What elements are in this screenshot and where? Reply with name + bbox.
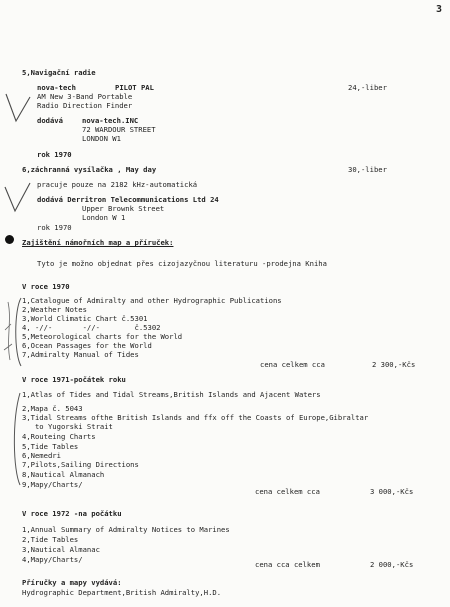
list-item: 5,Tide Tables	[22, 442, 79, 451]
section-6-supplier: dodává Derritron Telecommunications Ltd 24	[37, 195, 219, 204]
section-5-desc-1: AM New 3-Band Portable	[37, 92, 133, 101]
footer-heading: Příručky a mapy vydává:	[22, 578, 122, 587]
section-5-year: rok 1970	[37, 150, 72, 159]
group-1971-total-value: 3 000,-Kčs	[370, 487, 414, 496]
maps-intro: Tyto je možno objednat přes cizojazyčnou literaturu -prodejna Kniha	[37, 259, 327, 268]
list-item: 2,Weather Notes	[22, 305, 87, 314]
section-5-desc-2: Radio Direction Finder	[37, 101, 133, 110]
section-6-address-2: London W 1	[82, 213, 126, 222]
section-6-desc: pracuje pouze na 2182 kHz-automatická	[37, 180, 198, 189]
section-5-address-2: LONDON W1	[82, 134, 121, 143]
footer-line: Hydrographic Department,British Admiralty,H.D.	[22, 588, 222, 597]
checkmark-icon	[6, 94, 30, 121]
list-item: 6,Nemedri	[22, 451, 61, 460]
group-1972-total-label: cena cca celkem	[255, 560, 320, 569]
list-item: 2,Mapa č. 5043	[22, 404, 83, 413]
group-1972-heading: V roce 1972 -na počátku	[22, 509, 122, 518]
section-5-supplier-label: dodává	[37, 116, 63, 125]
list-item: 9,Mapy/Charts/	[22, 480, 83, 489]
page-number: 3	[436, 4, 443, 15]
list-item: 3,Nautical Almanac	[22, 545, 100, 554]
section-6-address-1: Upper Brownk Street	[82, 204, 165, 213]
list-item: 4,Routeing Charts	[22, 432, 96, 441]
section-5-heading: 5,Navigační radie	[22, 68, 96, 77]
list-item: 3,World Climatic Chart č.5301	[22, 314, 148, 323]
section-6-year: rok 1970	[37, 223, 72, 232]
list-item: 1,Annual Summary of Admiralty Notices to Marines	[22, 525, 230, 534]
list-item: 5,Meteorological charts for the World	[22, 332, 183, 341]
list-item: 7,Pilots,Sailing Directions	[22, 460, 139, 469]
list-item: 4, -//- -//- č.5302	[22, 323, 161, 332]
group-1971-total-label: cena celkem cca	[255, 487, 320, 496]
list-item: 1,Atlas of Tides and Tidal Streams,British Islands and Ajacent Waters	[22, 390, 321, 399]
list-item: to Yugorski Strait	[22, 422, 113, 431]
maps-title: Zajištění námořních map a příruček:	[22, 238, 174, 247]
group-1972-total-value: 2 000,-Kčs	[370, 560, 414, 569]
list-item: 8,Nautical Almanach	[22, 470, 105, 479]
handwritten-annotation-mark	[4, 302, 12, 360]
section-5-address-1: 72 WARDOUR STREET	[82, 125, 156, 134]
list-item: 6,Ocean Passages for the World	[22, 341, 152, 350]
section-6-heading: 6,záchranná vysílačka , May day	[22, 165, 157, 174]
list-item: 7,Admiralty Manual of Tides	[22, 350, 139, 359]
group-1970-heading: V roce 1970	[22, 282, 70, 291]
section-5-model: PILOT PAL	[115, 83, 154, 92]
group-1971-heading: V roce 1971-počátek roku	[22, 375, 126, 384]
list-item: 4,Mapy/Charts/	[22, 555, 83, 564]
section-5-supplier-name: nova-tech.INC	[82, 116, 139, 125]
list-item: 2,Tide Tables	[22, 535, 79, 544]
bracket-mark	[16, 298, 21, 366]
list-item: 1,Catalogue of Admiralty and other Hydrographic Publications	[22, 296, 282, 305]
group-1970-total-label: cena celkem cca	[260, 360, 325, 369]
group-1970-total-value: 2 300,-Kčs	[372, 360, 416, 369]
checkmark-icon	[5, 183, 30, 211]
section-5-brand: nova-tech	[37, 83, 76, 92]
section-5-price: 24,-liber	[348, 83, 387, 92]
list-item: 3,Tidal Streams ofthe British Islands and ffx off the Coasts of Europe,Gibraltar	[22, 413, 369, 422]
section-6-price: 30,-liber	[348, 165, 387, 174]
bracket-mark	[14, 393, 20, 485]
